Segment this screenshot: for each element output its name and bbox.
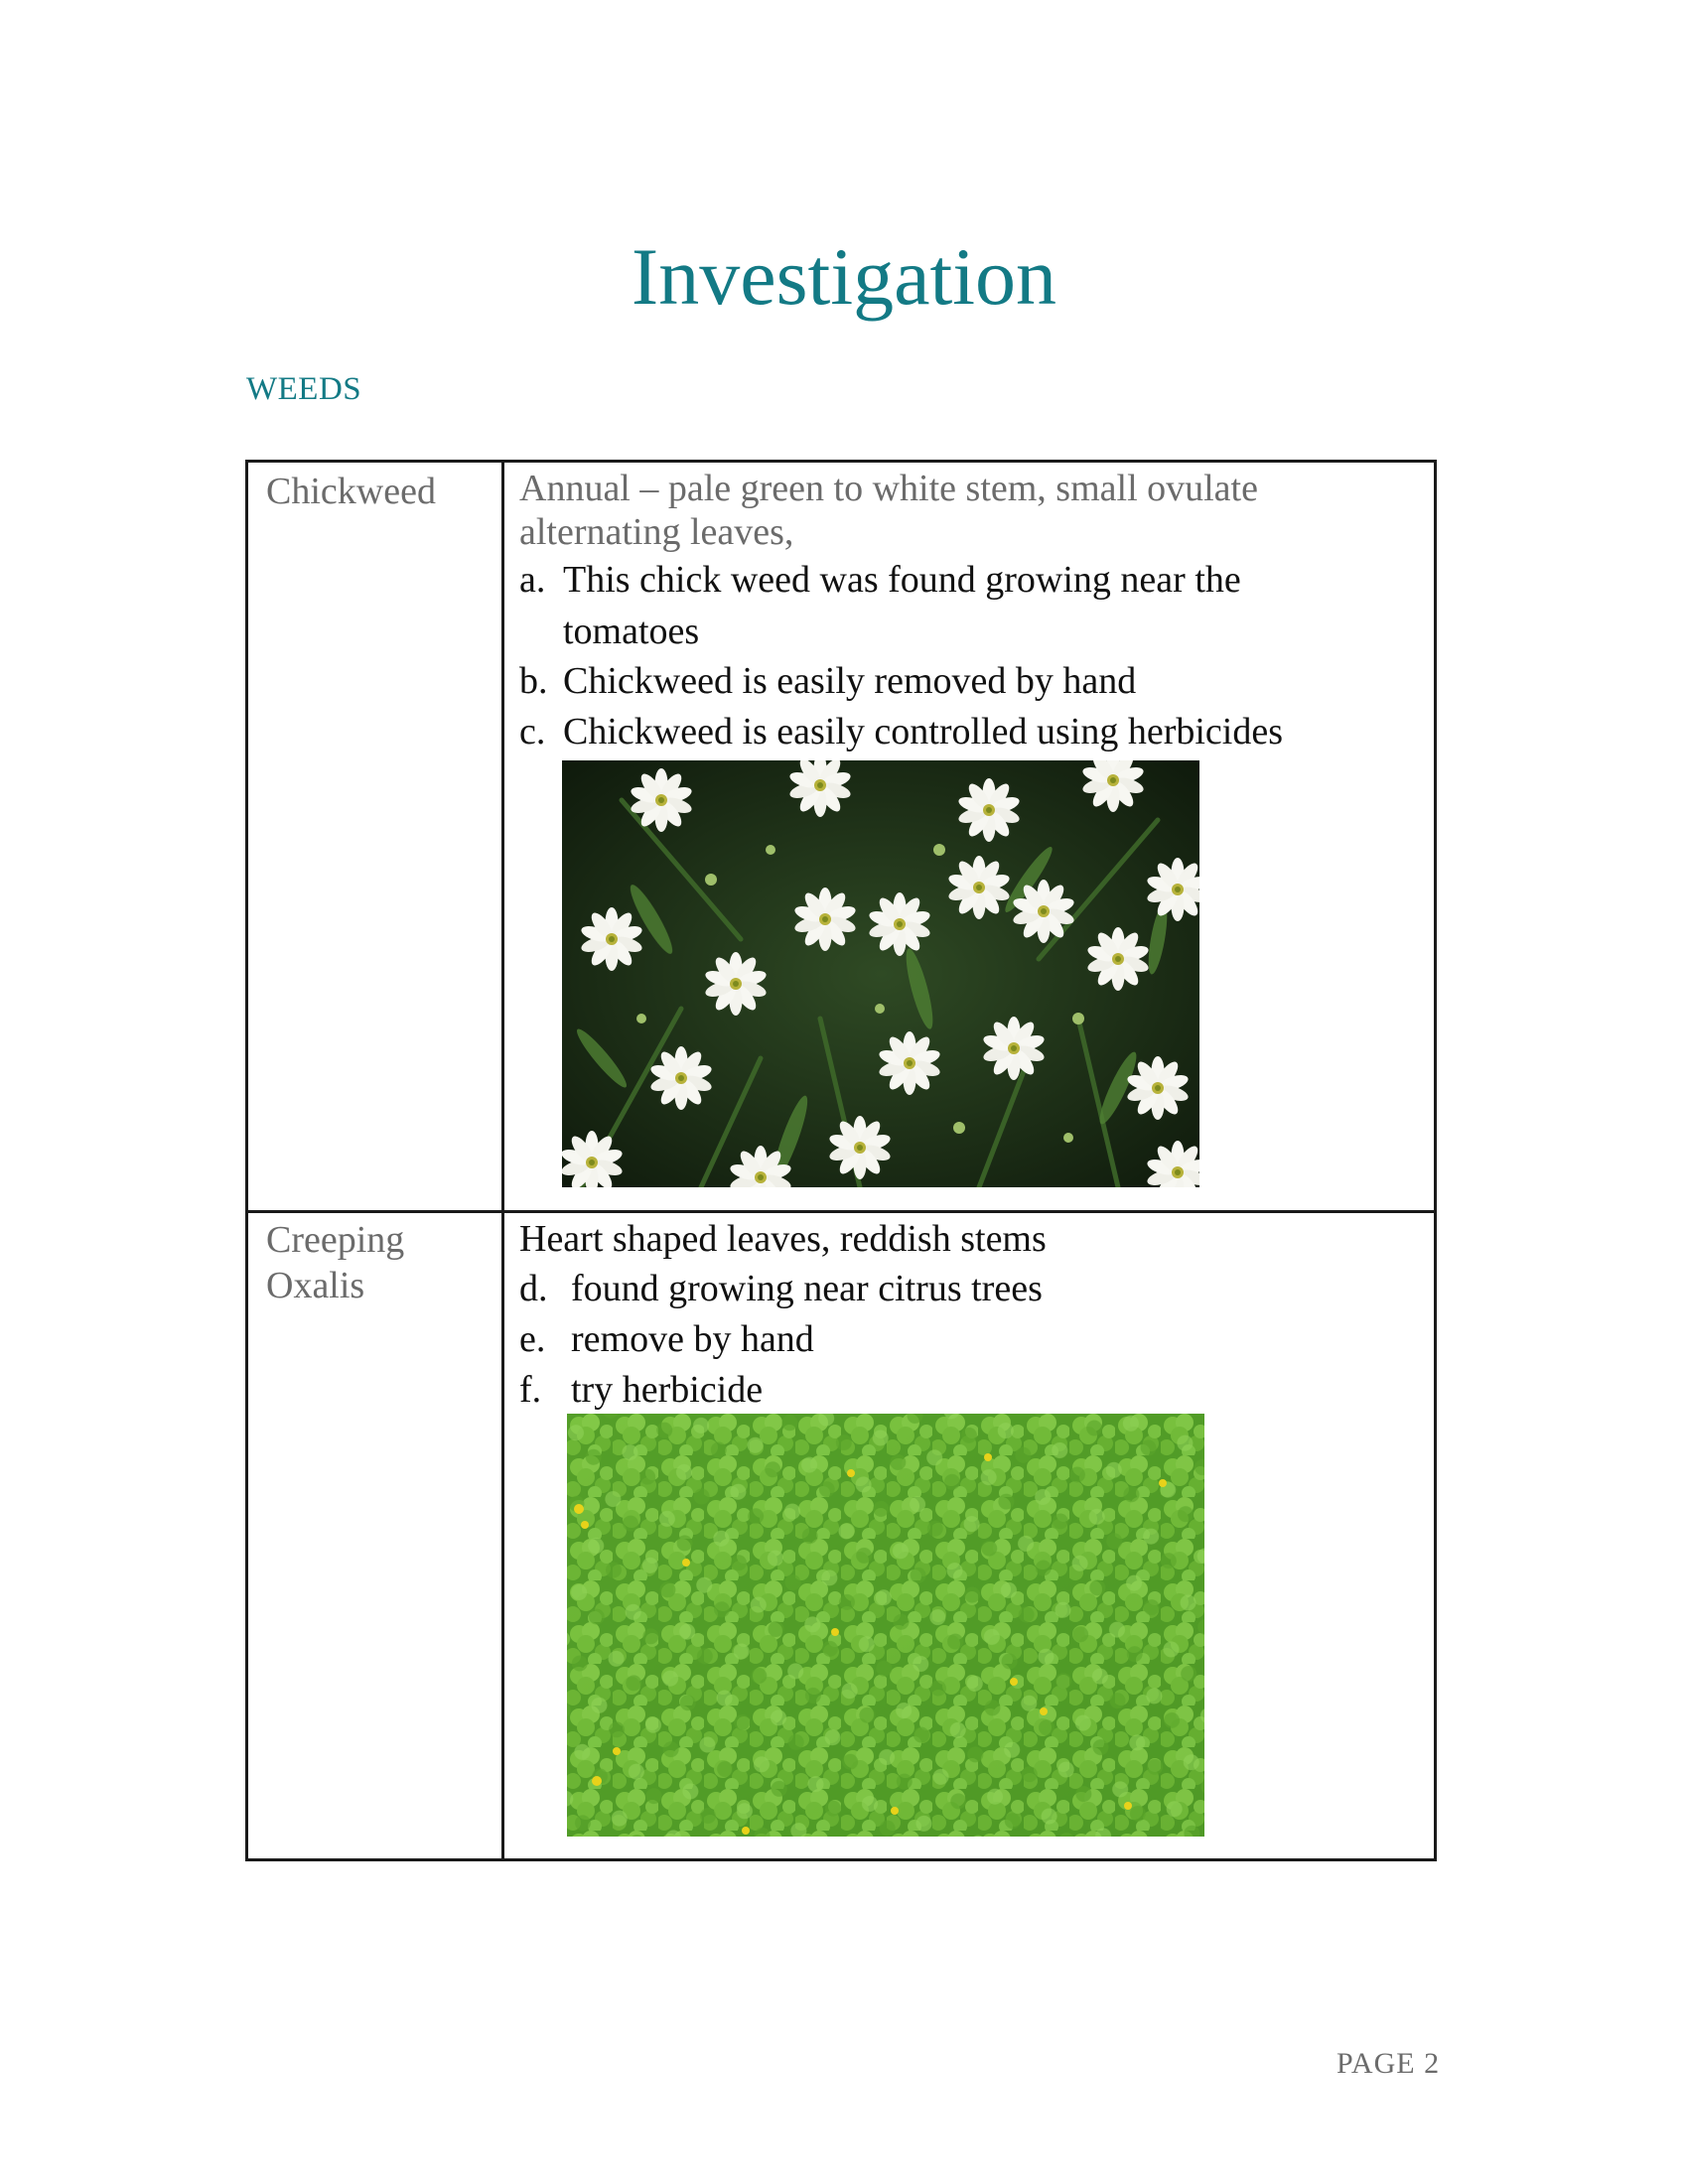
- list-item-label: c.: [519, 711, 546, 752]
- list-item: [519, 1313, 814, 1365]
- weed-name-creeping-oxalis: [266, 1217, 404, 1308]
- column-divider: [501, 463, 504, 1858]
- page-title: Investigation: [631, 231, 1057, 322]
- weed-name-chickweed: Chickweed: [266, 471, 436, 512]
- oxalis-description: Heart shaped leaves, reddish stems: [519, 1218, 1047, 1260]
- page-number: PAGE 2: [1336, 2047, 1441, 2080]
- chickweed-description: Annual – pale green to white stem, small ovulate alternating leaves,: [519, 468, 1258, 553]
- list-item-text: try herbicide: [571, 1369, 764, 1411]
- list-item-text: This chick weed was found growing near the: [563, 559, 1241, 601]
- list-item-label: b.: [519, 660, 548, 702]
- list-item-label: a.: [519, 559, 546, 601]
- list-item-text: Chickweed is easily controlled using herbicides: [563, 711, 1283, 752]
- list-item: [519, 554, 1241, 606]
- list-item: [519, 655, 1136, 707]
- list-item-label: f.: [519, 1369, 542, 1411]
- list-item-text: remove by hand: [571, 1318, 814, 1360]
- creeping-oxalis-photo: [567, 1414, 1204, 1837]
- section-heading: WEEDS: [246, 371, 362, 407]
- row-divider: [248, 1210, 1434, 1213]
- list-item-continuation: tomatoes: [563, 611, 700, 652]
- list-item-label: d.: [519, 1268, 548, 1309]
- list-item: [519, 706, 1283, 757]
- chickweed-photo: [562, 760, 1199, 1187]
- list-item-text: found growing near citrus trees: [571, 1268, 1043, 1309]
- list-item: [519, 1364, 763, 1416]
- weeds-table: [245, 460, 1437, 1861]
- weed-name-line: Oxalis: [266, 1265, 365, 1306]
- weed-name-line: Creeping: [266, 1219, 405, 1261]
- list-item-label: e.: [519, 1318, 546, 1360]
- list-item-text: Chickweed is easily removed by hand: [563, 660, 1137, 702]
- list-item: [519, 1263, 1043, 1314]
